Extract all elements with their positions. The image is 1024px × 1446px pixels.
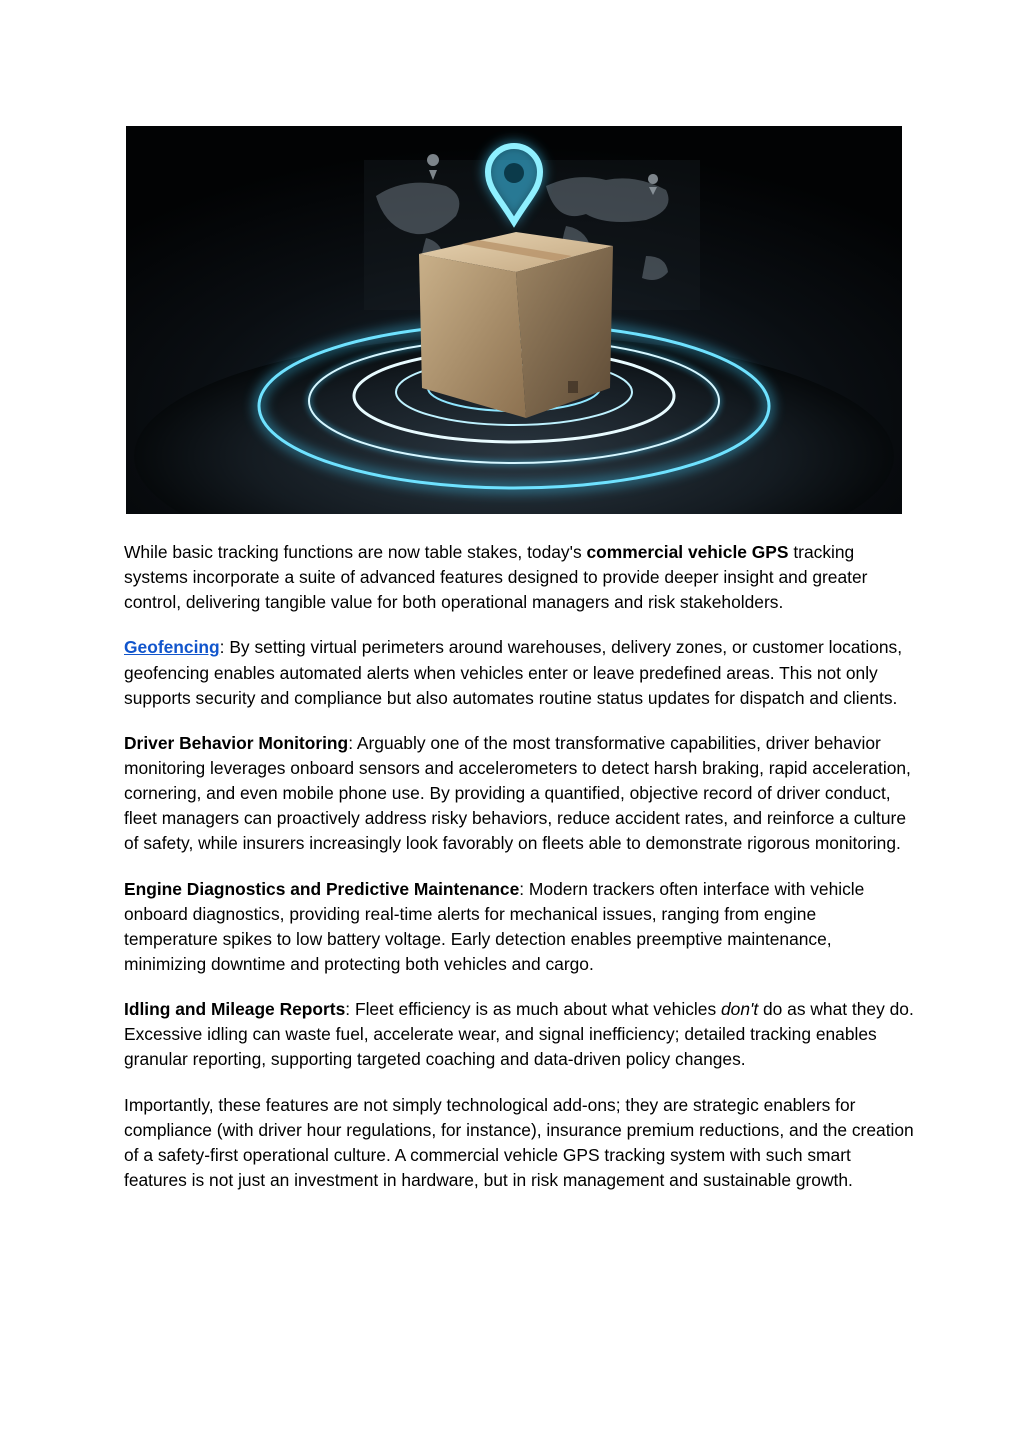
geofencing-link[interactable]: Geofencing xyxy=(124,637,220,658)
engine-diagnostics-paragraph xyxy=(124,877,914,977)
idling-heading: Idling and Mileage Reports xyxy=(124,999,346,1020)
engine-diagnostics-text: : Modern trackers often interface with vehicle onboard diagnostics, providing real-time alerts for mechanical issues, ranging from engine temperature spikes to low battery voltage. Early detection enables preemptive maintenance, minimizing downtime and protecting both vehicles and cargo. xyxy=(124,878,865,974)
geofencing-paragraph xyxy=(124,635,914,710)
intro-emphasis: commercial vehicle GPS xyxy=(586,542,789,562)
idling-emphasis: don't xyxy=(720,999,759,1020)
conclusion-paragraph xyxy=(124,1093,914,1193)
driver-behavior-text: : Arguably one of the most transformative capabilities, driver behavior monitoring leverages onboard sensors and accelerometers to detect harsh braking, rapid acceleration, cornering, and even mobile phone use. By providing a quantified, objective record of driver conduct, fleet managers can proactively address risky behaviors, reduce accident rates, and reinforce a culture of safety, while insurers increasingly look favorably on fleets able to demonstrate rigorous monitoring. xyxy=(124,732,911,854)
geofencing-text: : By setting virtual perimeters around warehouses, delivery zones, or customer locations, geofencing enables automated alerts when vehicles enter or leave predefined areas. This not only supports security and compliance but also automates routine status updates for dispatch and clients. xyxy=(124,637,903,708)
intro-paragraph xyxy=(124,540,914,615)
hero-image xyxy=(126,126,902,514)
conclusion-text: Importantly, these features are not simply technological add-ons; they are strategic enablers for compliance (with driver hour regulations, for instance), insurance premium reductions, and the creation of a safety-first operational culture. A commercial vehicle GPS tracking system with such smart features is not just an investment in hardware, but in risk management and sustainable growth. xyxy=(124,1094,914,1190)
article-body xyxy=(124,540,914,1213)
idling-text-continued: do as what they do. Excessive idling can waste fuel, accelerate wear, and signal inefficiency; detailed tracking enables granular reporting, supporting targeted coaching and data-driven policy changes. xyxy=(124,999,914,1070)
idling-paragraph xyxy=(124,997,914,1072)
cardboard-box xyxy=(419,232,613,418)
idling-text: : Fleet efficiency is as much about what vehicles xyxy=(345,999,721,1020)
driver-behavior-heading: Driver Behavior Monitoring xyxy=(124,732,349,753)
intro-text: While basic tracking functions are now table stakes, today's xyxy=(124,542,587,562)
engine-diagnostics-heading: Engine Diagnostics and Predictive Maintenance xyxy=(124,878,520,899)
driver-behavior-paragraph xyxy=(124,731,914,856)
intro-text-continued: tracking systems incorporate a suite of advanced features designed to provide deeper insight and greater control, delivering tangible value for both operational managers and risk stakeholders. xyxy=(124,542,868,613)
package-tracking-illustration xyxy=(126,126,902,514)
